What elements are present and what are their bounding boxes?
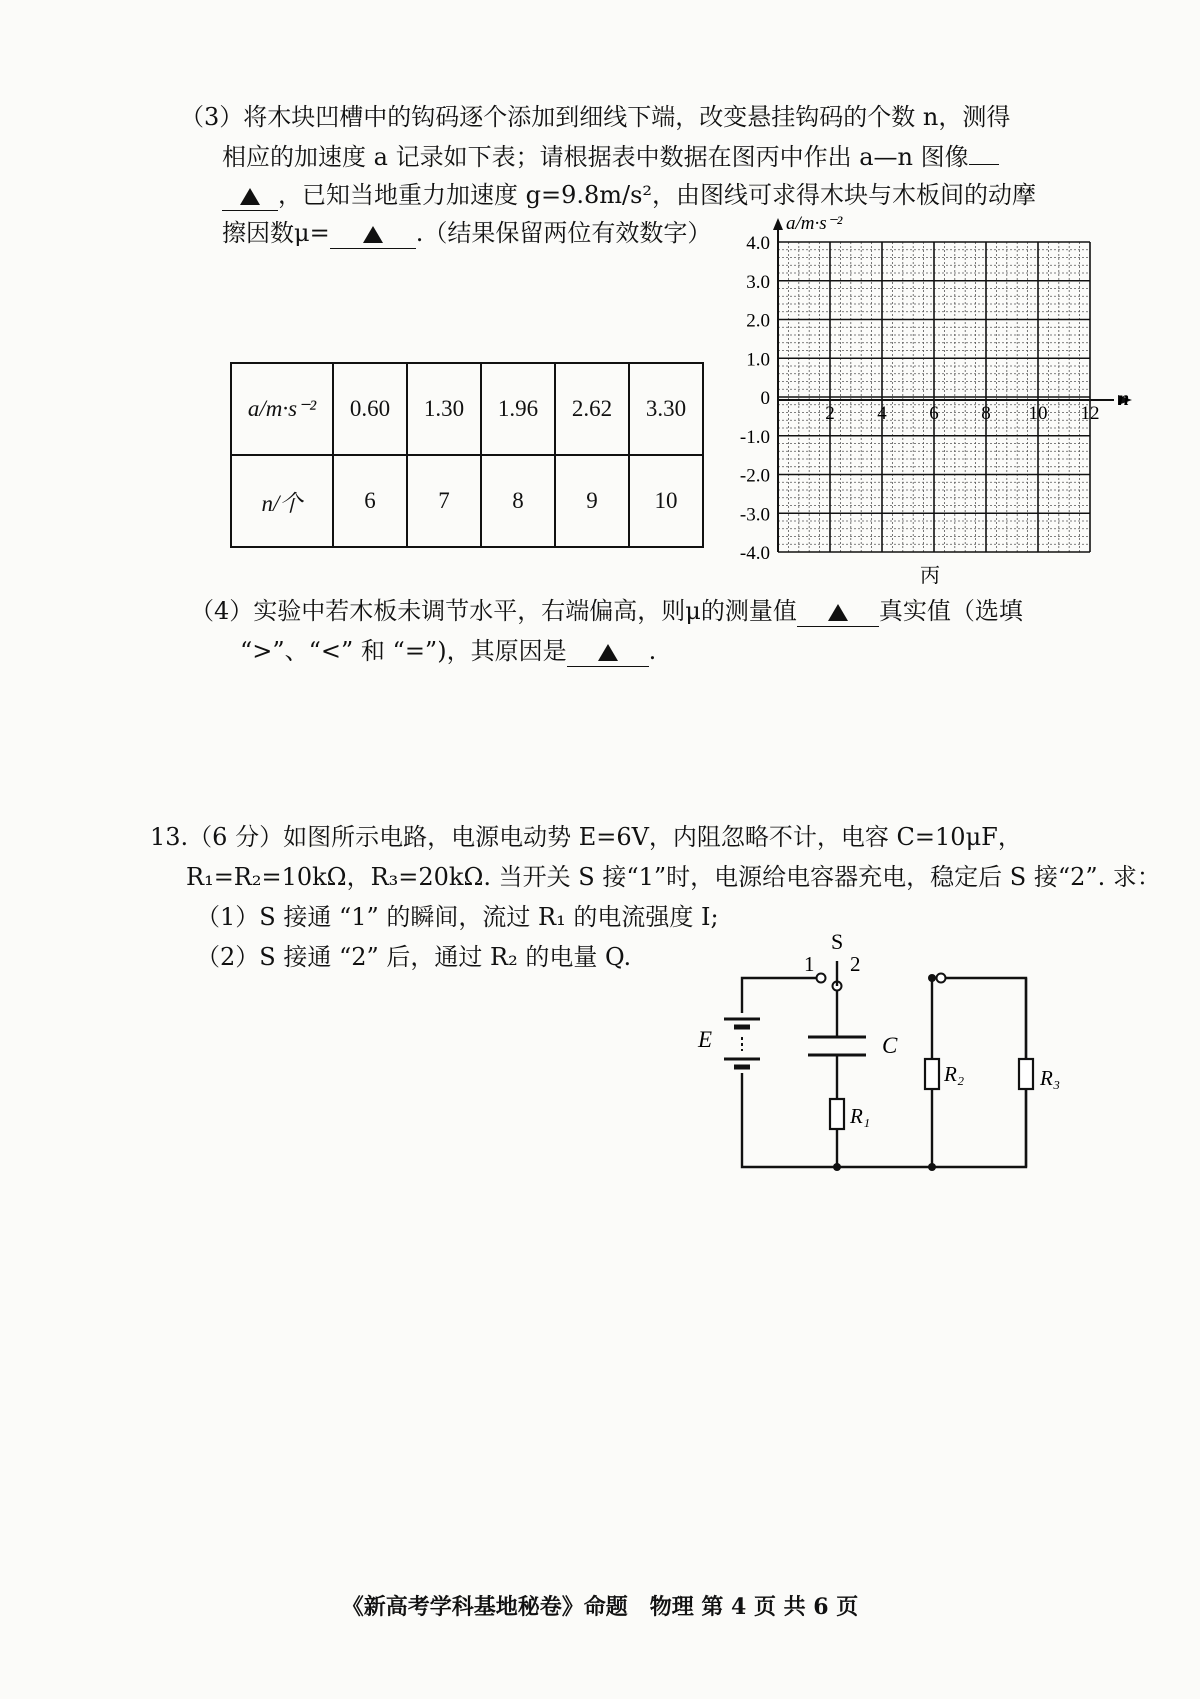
y-tick-label: 3.0 xyxy=(746,271,770,293)
answer-blank-compare[interactable] xyxy=(797,596,879,627)
q13-line3: （1）S 接通 “1” 的瞬间，流过 R₁ 的电流强度 I; xyxy=(196,903,719,931)
resistor-r1 xyxy=(830,1099,844,1129)
q12-part4-line2 xyxy=(240,634,656,668)
q12-part4-line2-text-b: . xyxy=(648,637,657,665)
table-cell: 8 xyxy=(481,455,555,547)
junction-dot xyxy=(833,1163,841,1171)
y-tick-label: 4.0 xyxy=(746,233,770,254)
r1-label: R₁ xyxy=(850,1104,871,1128)
y-tick-label: 1.0 xyxy=(746,349,770,371)
y-tick-label: -4.0 xyxy=(739,543,770,564)
q12-part3-line2 xyxy=(222,140,999,174)
triangle-icon xyxy=(598,644,618,661)
answer-blank-graph-b[interactable] xyxy=(222,180,278,211)
table-cell: 6 xyxy=(333,455,407,547)
q12-part3-line2-text: 相应的加速度 a 记录如下表；请根据表中数据在图丙中作出 a—n 图像 xyxy=(222,143,969,171)
graph-caption: 丙 xyxy=(920,565,940,587)
x-tick-label: 2 xyxy=(825,403,835,424)
page-footer: 《新高考学科基地秘卷》命题 物理 第 4 页 共 6 页 xyxy=(341,1594,859,1620)
y-tick-label: -2.0 xyxy=(739,465,770,487)
triangle-icon xyxy=(828,604,848,621)
battery-symbol xyxy=(724,1019,760,1067)
y-tick-label: -3.0 xyxy=(739,504,770,526)
switch-pos2-label: 2 xyxy=(850,952,861,976)
y-tick-labels xyxy=(740,233,770,564)
junction-dot xyxy=(928,1163,936,1171)
q12-part3-line1: （3）将木块凹槽中的钩码逐个添加到细线下端，改变悬挂钩码的个数 n，测得 xyxy=(180,103,1011,131)
circuit-wires xyxy=(742,978,1026,1167)
x-axis-label: n xyxy=(1118,388,1130,410)
resistor-r2 xyxy=(925,1059,939,1089)
table-row-a xyxy=(231,363,703,455)
q12-part4-line1 xyxy=(190,594,1023,628)
x-tick-label: 8 xyxy=(981,403,991,424)
switch-symbol xyxy=(817,961,946,991)
table-header-n: n/个 xyxy=(231,455,333,547)
answer-blank-reason[interactable] xyxy=(567,636,649,667)
y-axis-arrow-icon xyxy=(773,218,783,230)
table-cell: 7 xyxy=(407,455,481,547)
table-header-a: a/m·s⁻² xyxy=(231,363,333,455)
table-cell: 1.96 xyxy=(481,363,555,455)
source-label: E xyxy=(698,1027,713,1052)
y-tick-label: -1.0 xyxy=(739,426,770,448)
table-cell: 2.62 xyxy=(555,363,629,455)
answer-blank-graph-a[interactable] xyxy=(969,164,999,165)
y-axis-label: a/m·s⁻² xyxy=(786,213,843,234)
table-cell: 1.30 xyxy=(407,363,481,455)
x-tick-label: 6 xyxy=(929,403,939,424)
table-cell: 3.30 xyxy=(629,363,703,455)
x-tick-labels xyxy=(825,403,1099,424)
r2-label: R₂ xyxy=(944,1062,965,1086)
q12-part3-line3 xyxy=(222,178,1036,212)
q12-part4-line2-text-a: “>”、“<” 和 “=”)，其原因是 xyxy=(240,637,567,665)
y-tick-label: 0 xyxy=(760,388,770,409)
q12-part3-line3-text: ，已知当地重力加速度 g=9.8m/s²，由图线可求得木块与木板间的动摩 xyxy=(278,181,1037,209)
q12-part4-line1-text-b: 真实值（选填 xyxy=(878,597,1023,625)
circuit-diagram xyxy=(690,925,1061,1175)
table-cell: 9 xyxy=(555,455,629,547)
q12-part3-line4-text-a: 擦因数μ= xyxy=(222,219,330,247)
x-tick-label: 4 xyxy=(877,403,887,424)
q13-line1: 13.（6 分）如图所示电路，电源电动势 E=6V，内阻忽略不计，电容 C=10μF， xyxy=(150,823,1022,851)
graph-axes xyxy=(773,218,1132,552)
switch-pos1-label: 1 xyxy=(804,952,815,976)
table-cell: 10 xyxy=(629,455,703,547)
r3-label: R₃ xyxy=(1040,1066,1061,1090)
q13-line2: R₁=R₂=10kΩ，R₃=20kΩ. 当开关 S 接“1”时，电源给电容器充电，稳定后 S 接“2”. 求： xyxy=(186,863,1161,891)
y-tick-label: 2.0 xyxy=(746,310,770,332)
q12-part3-line4-text-b: .（结果保留两位有效数字） xyxy=(415,219,712,247)
q13-line4: （2）S 接通 “2” 后，通过 R₂ 的电量 Q. xyxy=(196,943,632,971)
capacitor-symbol xyxy=(808,1037,866,1055)
table-row-n xyxy=(231,455,703,547)
junction-dot xyxy=(928,974,936,982)
q12-part3-line4 xyxy=(222,216,711,250)
data-table xyxy=(230,362,704,548)
triangle-icon xyxy=(363,226,383,243)
resistor-r3 xyxy=(1019,1059,1033,1089)
x-tick-label: 10 xyxy=(1028,403,1048,424)
switch-label: S xyxy=(831,929,844,954)
q12-part4-line1-text-a: （4）实验中若木板未调节水平，右端偏高，则μ的测量值 xyxy=(190,597,797,625)
graph-paper[interactable] xyxy=(720,212,1140,592)
table-cell: 0.60 xyxy=(333,363,407,455)
capacitor-label: C xyxy=(882,1033,898,1058)
answer-blank-mu[interactable] xyxy=(330,218,416,249)
triangle-icon xyxy=(240,188,260,205)
x-tick-label: 12 xyxy=(1080,403,1100,424)
